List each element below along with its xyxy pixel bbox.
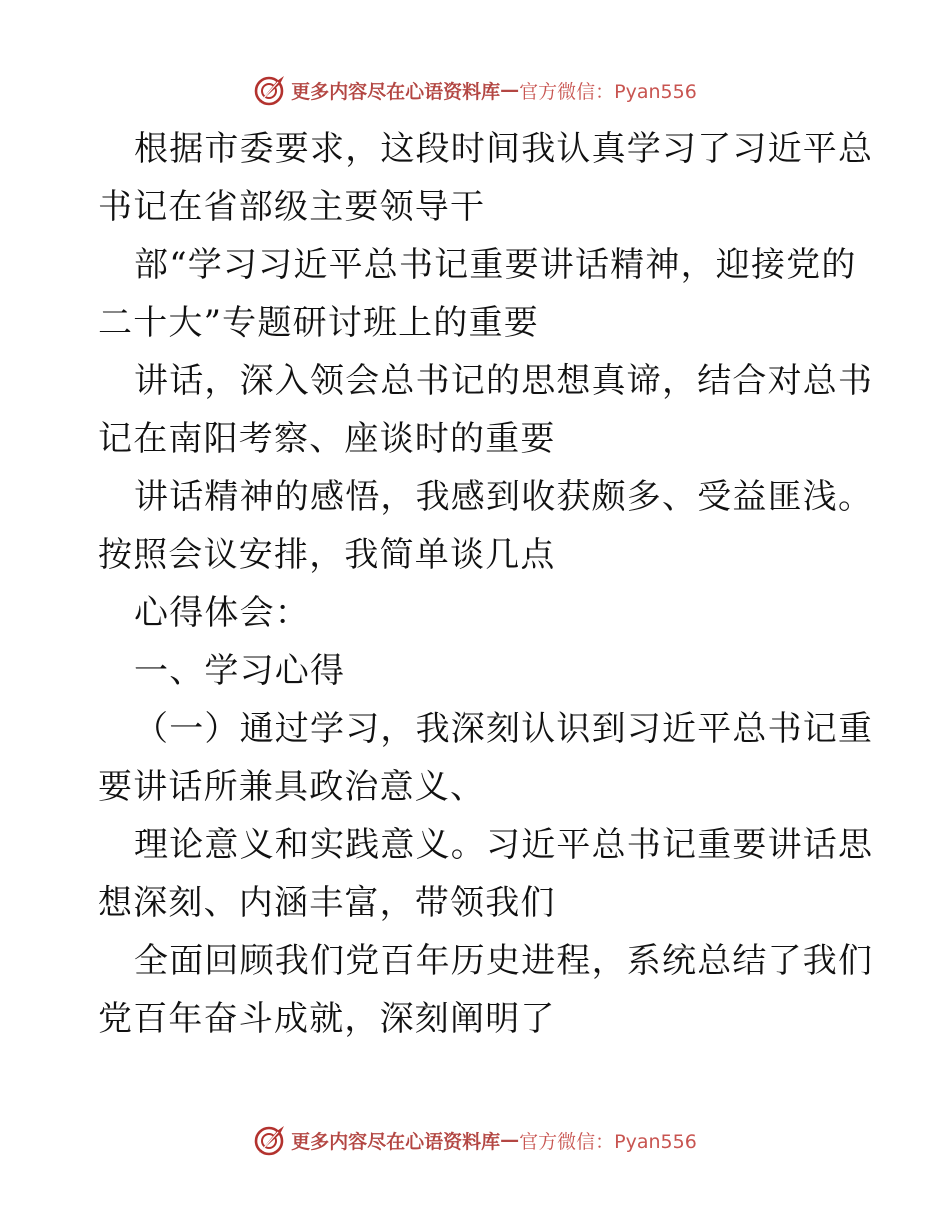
page-header [0,70,950,110]
footer-site-text: 更多内容尽在心语资料库 [291,1130,501,1153]
footer-brand[interactable] [253,1120,697,1160]
header-brand[interactable] [253,70,697,110]
document-body [98,120,874,1048]
text-line: 想深刻、内涵丰富，带领我们 [98,883,556,923]
header-site-text: 更多内容尽在心语资料库 [291,80,501,103]
text-line: （一）通过学习，我深刻认识到习近平总书记重 [134,709,874,749]
text-line: 全面回顾我们党百年历史进程，系统总结了我们 [134,941,874,981]
text-line: 理论意义和实践意义。习近平总书记重要讲话思 [134,825,874,865]
quill-logo-icon [253,1123,287,1157]
footer-dash: — [500,1129,520,1151]
text-line: 党百年奋斗成就，深刻阐明了 [98,999,556,1039]
text-line: 要讲话所兼具政治意义、 [98,767,486,807]
text-line: 按照会议安排，我简单谈几点 [98,535,556,575]
text-line: 部“学习习近平总书记重要讲话精神，迎接党的 [134,245,857,285]
footer-wechat-text: 官方微信：Pyan556 [519,1130,697,1153]
header-wechat-text: 官方微信：Pyan556 [519,80,697,103]
text-line: 讲话，深入领会总书记的思想真谛，结合对总书 [134,361,874,401]
text-line: 记在南阳考察、座谈时的重要 [98,419,556,459]
text-line: 心得体会： [134,593,310,633]
text-line: 书记在省部级主要领导干 [98,187,486,227]
text-line: 讲话精神的感悟，我感到收获颇多、受益匪浅。 [134,477,874,517]
text-line: 二十大”专题研讨班上的重要 [98,303,539,343]
header-dash: — [500,79,520,101]
quill-logo-icon [253,73,287,107]
section-heading: 一、学习心得 [134,651,346,691]
text-line: 根据市委要求，这段时间我认真学习了习近平总 [134,129,874,169]
page-footer [0,1120,950,1160]
